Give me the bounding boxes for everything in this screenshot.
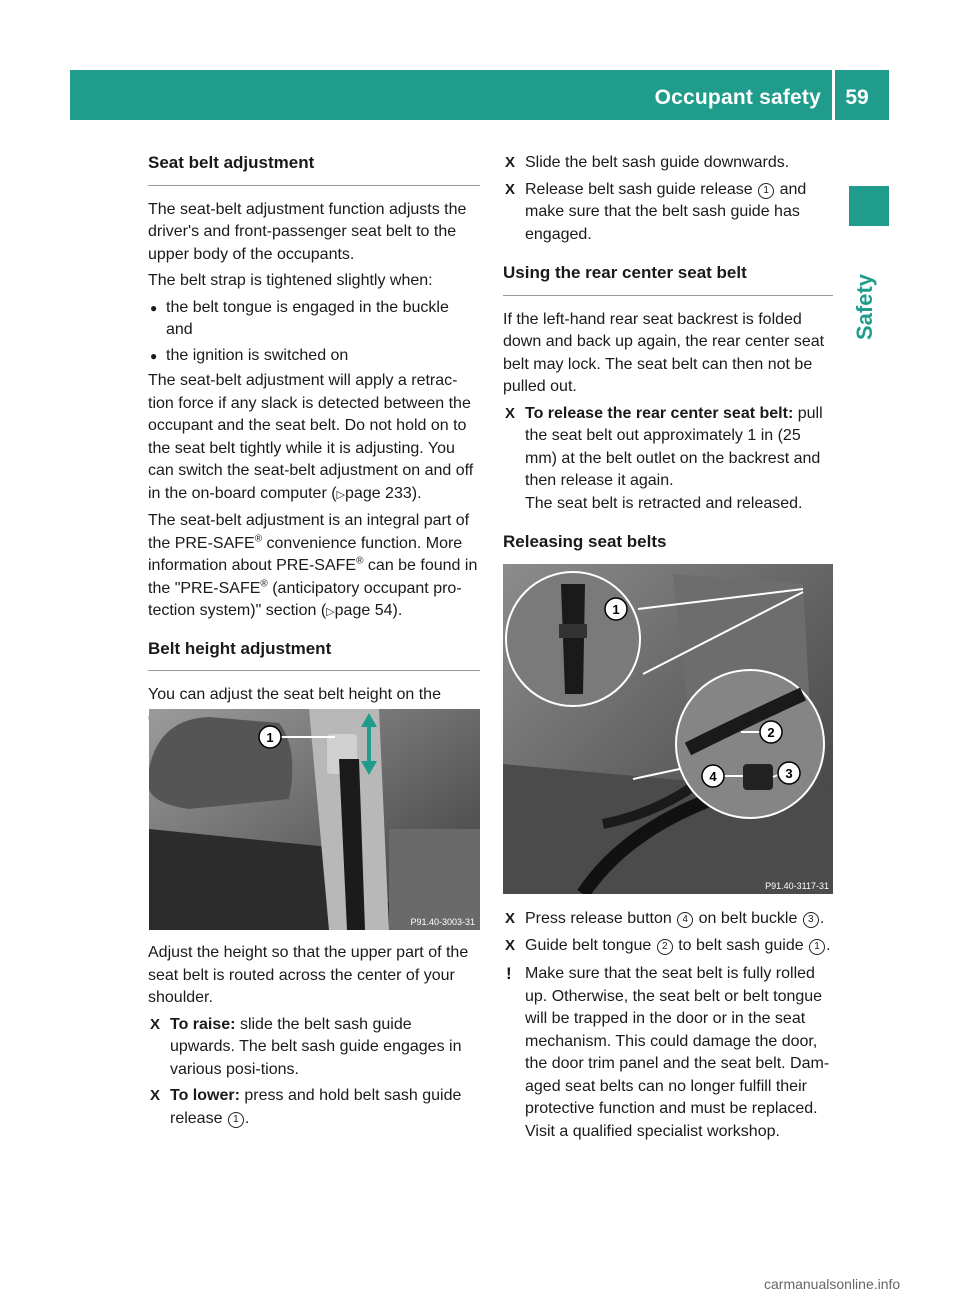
paragraph: The seat-belt adjustment function adjusts the driver's and front-passenger seat belt to the upper body of the occupants.: [148, 200, 467, 263]
action-item: X Slide the belt sash guide downwards.: [505, 154, 790, 171]
right-column: [503, 152, 833, 578]
page-ref-icon: ▷: [336, 488, 346, 501]
action-item: X Press release button 4 on belt buckle 3 .: [505, 910, 825, 927]
heading-belt-height-adjustment: Belt height adjustment: [148, 638, 480, 672]
bullet-item: ● the ignition is switched on: [150, 346, 349, 364]
action-item: X To raise: slide the belt sash guide upwards. The belt sash guide engages in various posi-tions.: [150, 1015, 462, 1078]
page-ref-link[interactable]: page 233).: [345, 484, 422, 502]
page-ref-icon: ▷: [326, 606, 335, 618]
figure-releasing-belts-photo: [503, 564, 833, 894]
callout-ref: 2: [657, 939, 673, 955]
callout-ref: 1: [809, 939, 825, 955]
heading-releasing-seat-belts: Releasing seat belts: [503, 531, 833, 565]
action-item: X To lower: press and hold belt sash guide release 1 .: [150, 1087, 462, 1127]
left-column: [148, 152, 480, 733]
callout-label: 3: [785, 766, 793, 781]
paragraph: The belt strap is tightened slightly when:: [148, 272, 433, 289]
left-column-lower: [148, 942, 480, 1134]
paragraph: The seat-belt adjustment is an integral part of the PRE-SAFE® convenience function. More information about PRE-SAFE® can be found in the "PRE-SAFE® (anticipatory occupant pro-tection system)" section (▷page 54).: [148, 512, 478, 619]
callout-label: 1: [612, 602, 620, 617]
paragraph: If the left-hand rear seat backrest is folded down and back up again, the rear center seat belt may lock. The seat belt can then not be pulled out.: [503, 310, 825, 395]
figure-code: P91.40-3003-31: [410, 917, 475, 927]
callout-ref: 1: [228, 1112, 244, 1128]
figure-code: P91.40-3117-31: [765, 881, 829, 891]
right-column-lower: [503, 908, 833, 1143]
callout-ref: 4: [677, 912, 693, 928]
figure-belt-height-photo: [149, 709, 480, 930]
paragraph: You can adjust the seat belt height on the: [148, 686, 441, 703]
watermark: carmanualsonline.info: [764, 1276, 901, 1292]
warning-note: ! Make sure that the seat belt is fully rolled up. Otherwise, the seat belt or belt tongue will be trapped in the door or in the seat mechanism. This could damage the door, the door trim panel and the seat belt. Dam-aged seat belts can no longer fulfill their protective function and must be replaced. Visit a qualified specialist workshop.: [506, 964, 830, 1140]
page-ref-link[interactable]: page 54).: [334, 602, 403, 619]
action-item: X Release belt sash guide release 1 and make sure that the belt sash guide has engaged.: [505, 180, 807, 243]
page-number: 59: [845, 86, 869, 109]
side-tab-marker: [849, 186, 889, 226]
callout-ref: 1: [758, 183, 774, 199]
side-tab-label: Safety: [852, 273, 877, 340]
paragraph: Adjust the height so that the upper part of the seat belt is routed across the center of your shoulder.: [148, 944, 469, 1006]
bullet-item: ● the belt tongue is engaged in the buckle and: [150, 298, 449, 338]
heading-rear-center-belt: Using the rear center seat belt: [503, 262, 833, 296]
action-item: X Guide belt tongue 2 to belt sash guide 1 .: [505, 936, 831, 954]
callout-label: 1: [266, 730, 274, 745]
action-item: X To release the rear center seat belt: pull the seat belt out approximately 1 in (25 mm) at the belt outlet on the backrest and then release it again. The seat belt is retracted and released.: [505, 404, 823, 512]
callout-label: 2: [767, 725, 775, 740]
header-divider: [832, 70, 835, 120]
callout-ref: 3: [803, 912, 819, 928]
paragraph: The seat-belt adjustment will apply a retrac-tion force if any slack is detected between the occupant and the seat belt. Do not hold on to the seat belt tightly while it is adjusting. You can switch the seat-belt adjustment on and off in the on-board computer (▷page 233).: [148, 372, 474, 502]
section-title: Occupant safety: [654, 86, 821, 109]
exclamation-icon: !: [506, 964, 512, 983]
callout-label: 4: [709, 769, 717, 784]
heading-seat-belt-adjustment: Seat belt adjustment: [148, 152, 480, 186]
